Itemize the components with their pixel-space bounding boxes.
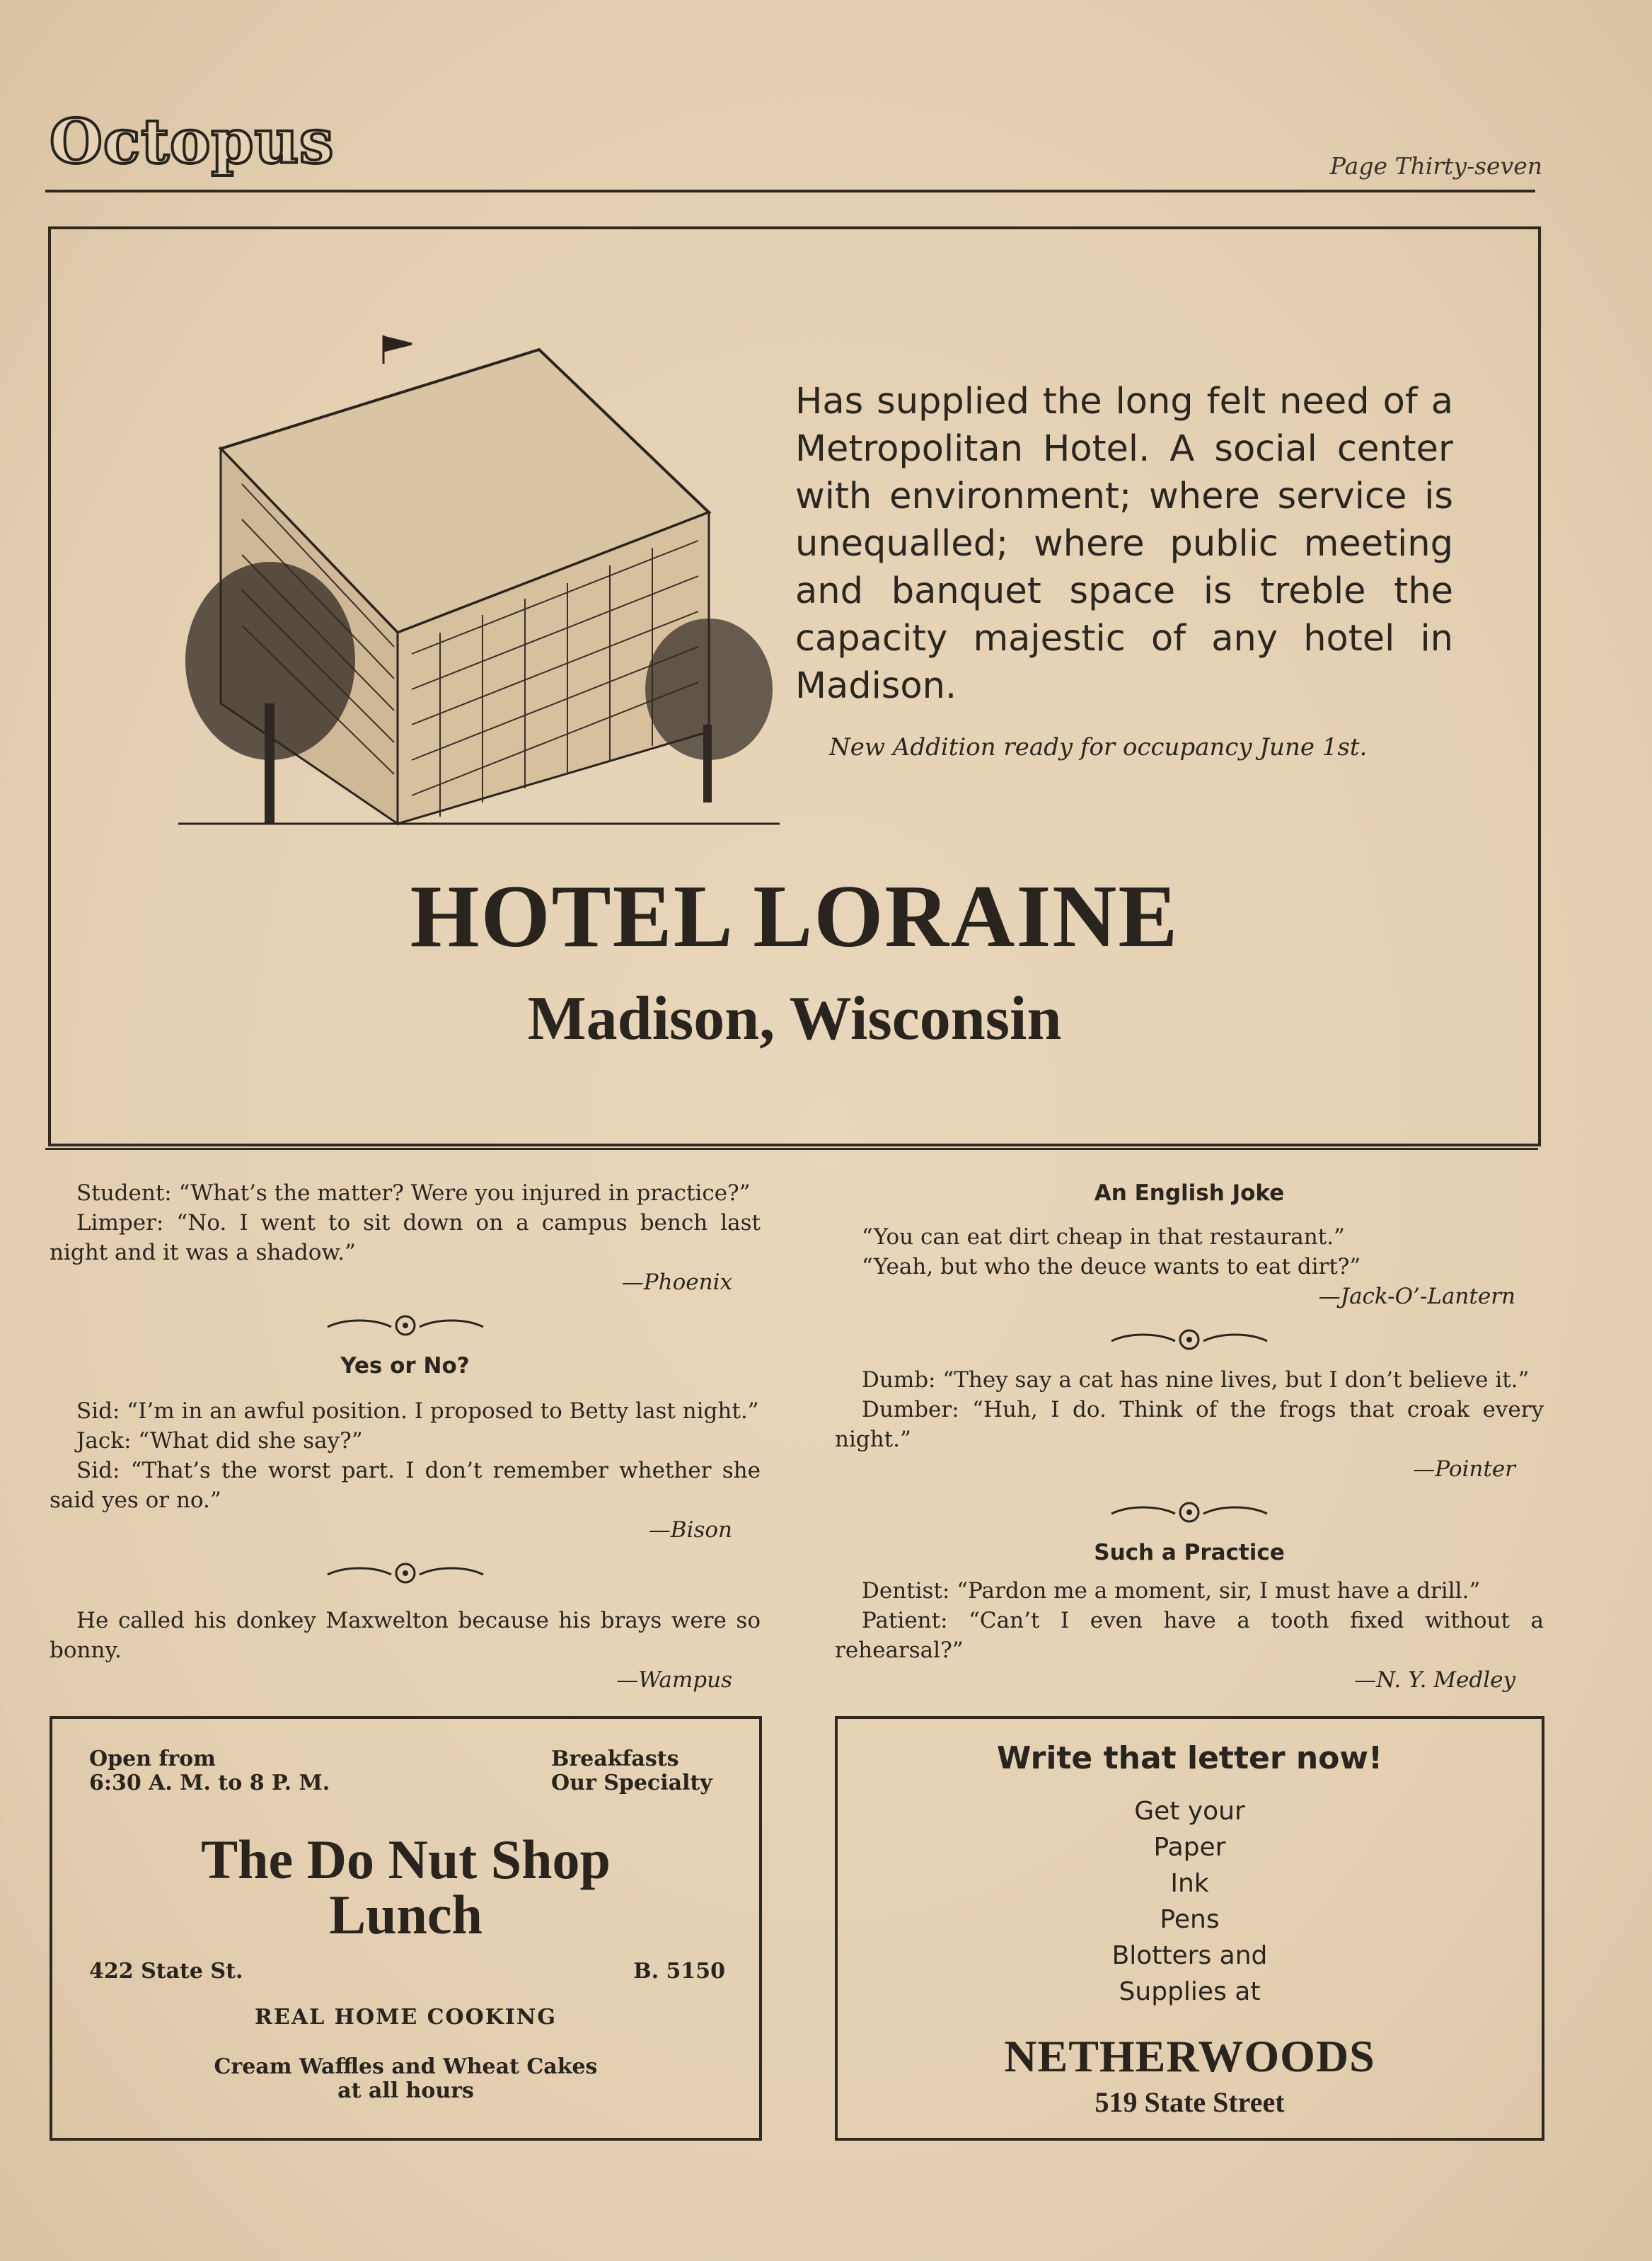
store-name: NETHERWOODS — [1004, 2031, 1375, 2081]
supply-item: Ink — [1170, 1869, 1209, 1898]
joke-line: He called his donkey Maxwelton because his brays were so bonny. — [50, 1608, 761, 1663]
joke-line: Dentist: “Pardon me a moment, sir, I must have a drill.” — [862, 1578, 1481, 1604]
joke-line: Student: “What’s the matter? Were you injured in practice?” — [76, 1180, 751, 1206]
menu-line: Cream Waffles and Wheat Cakes — [214, 2054, 598, 2079]
joke-line: Dumb: “They say a cat has nine lives, but I don’t believe it.” — [862, 1367, 1530, 1393]
joke-title: Yes or No? — [340, 1353, 470, 1379]
netherwoods-ad — [835, 1716, 1544, 2141]
joke-line: Sid: “That’s the worst part. I don’t remember whether she said yes or no.” — [50, 1458, 761, 1513]
ornament-divider — [324, 1560, 487, 1586]
joke-title: An English Joke — [1094, 1180, 1285, 1206]
shop-name-line2: Lunch — [329, 1884, 483, 1945]
ornament-divider — [1108, 1500, 1271, 1525]
shop-phone: B. 5150 — [633, 1959, 725, 1984]
hotel-ad — [48, 226, 1541, 1146]
shop-address: 422 State St. — [89, 1959, 243, 1984]
supply-item: Supplies at — [1119, 1977, 1261, 2006]
hotel-description: Has supplied the long felt need of a Metropolitan Hotel. A social center with environment; where service is unequalled; where public meeting and banquet space is treble the capacity majestic of any hotel in Madison. — [795, 381, 1453, 707]
joke-line: Sid: “I’m in an awful position. I proposed to Betty last night.” — [76, 1398, 759, 1424]
joke-credit: —Wampus — [616, 1667, 732, 1693]
ornament-divider — [1108, 1327, 1271, 1352]
ornament-divider — [324, 1313, 487, 1338]
left-column — [50, 1178, 761, 1695]
joke-line: Dumber: “Huh, I do. Think of the frogs that croak every night.” — [835, 1397, 1544, 1452]
hotel-illustration — [171, 335, 794, 831]
hotel-name: HOTEL LORAINE — [410, 868, 1179, 966]
special-label: Breakfasts — [551, 1747, 679, 1771]
ad-headline: Write that letter now! — [996, 1740, 1383, 1776]
masthead: Octopus — [50, 106, 335, 178]
hotel-addition-note: New Addition ready for occupancy June 1st. — [829, 733, 1368, 761]
hours: 6:30 A. M. to 8 P. M. — [89, 1771, 330, 1795]
supply-item: Pens — [1160, 1905, 1220, 1934]
shop-name: The Do Nut Shop — [201, 1829, 611, 1890]
joke-line: Jack: “What did she say?” — [76, 1428, 363, 1454]
donut-shop-ad — [50, 1716, 762, 2141]
hotel-city: Madison, Wisconsin — [527, 984, 1062, 1053]
supply-item: Paper — [1153, 1833, 1226, 1862]
page-number: Page Thirty-seven — [1329, 152, 1542, 180]
joke-credit: —Phoenix — [621, 1270, 732, 1295]
joke-line: “Yeah, but who the deuce wants to eat dirt?” — [862, 1254, 1361, 1279]
joke-credit: —Bison — [648, 1517, 732, 1543]
joke-line: Limper: “No. I went to sit down on a campus bench last night and it was a shadow.” — [50, 1210, 761, 1265]
joke-line: “You can eat dirt cheap in that restaurant.” — [862, 1224, 1345, 1250]
joke-credit: —Pointer — [1413, 1456, 1515, 1482]
shop-tagline: REAL HOME COOKING — [255, 2005, 557, 2030]
supply-item: Blotters and — [1111, 1941, 1268, 1970]
store-address: 519 State Street — [1094, 2086, 1285, 2118]
joke-credit: —Jack-O’-Lantern — [1318, 1284, 1515, 1309]
joke-title: Such a Practice — [1094, 1540, 1285, 1565]
section-rule — [45, 1148, 1538, 1150]
supplies-list — [838, 1793, 1542, 2010]
hours-label: Open from — [89, 1747, 216, 1771]
right-column — [835, 1178, 1544, 1695]
joke-line: Patient: “Can’t I even have a tooth fixed without a rehearsal?” — [835, 1608, 1544, 1663]
menu-line: at all hours — [337, 2078, 474, 2103]
supply-item: Get your — [1134, 1797, 1245, 1826]
joke-credit: —N. Y. Medley — [1354, 1667, 1515, 1693]
header-rule — [45, 190, 1535, 192]
special: Our Specialty — [551, 1771, 712, 1795]
